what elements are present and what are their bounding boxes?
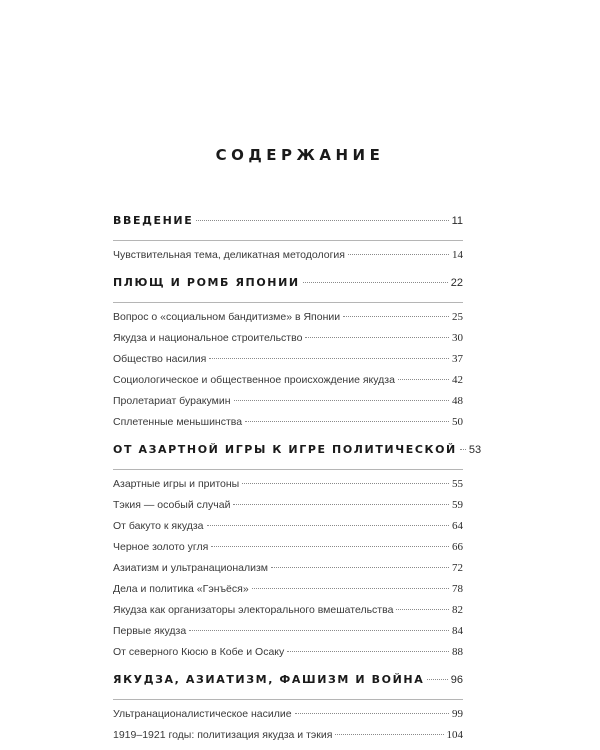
page-number: 84 xyxy=(452,625,463,637)
page-number: 25 xyxy=(452,311,463,323)
chapter-title: ВВЕДЕНИЕ xyxy=(113,214,194,227)
section-title: Якудза как организаторы электорального вмешательства xyxy=(113,604,394,616)
toc-section xyxy=(113,625,463,646)
toc-section xyxy=(113,520,463,541)
page-number: 50 xyxy=(452,416,463,428)
toc-section xyxy=(113,583,463,604)
page-number: 22 xyxy=(450,277,463,289)
section-title: Дела и политика «Гэнъёся» xyxy=(113,583,249,595)
toc-section xyxy=(113,478,463,499)
toc-section xyxy=(113,646,463,667)
toc-section xyxy=(113,374,463,395)
chapter-title: ЯКУДЗА, АЗИАТИЗМ, ФАШИЗМ И ВОЙНА xyxy=(113,673,425,686)
toc-section xyxy=(113,395,463,416)
toc-chapter xyxy=(113,214,463,237)
page-number: 82 xyxy=(452,604,463,616)
toc-section xyxy=(113,311,463,332)
dot-leader xyxy=(398,379,449,380)
dot-leader xyxy=(427,679,447,680)
toc-chapter xyxy=(113,276,463,299)
section-title: От северного Кюсю в Кобе и Осаку xyxy=(113,646,285,658)
toc-chapter xyxy=(113,443,482,466)
toc-section xyxy=(113,499,463,520)
page-number: 88 xyxy=(452,646,463,658)
dot-leader xyxy=(348,254,449,255)
toc-section xyxy=(113,562,463,583)
page-number: 96 xyxy=(450,674,463,686)
toc-section xyxy=(113,416,463,437)
section-title: Пролетариат буракумин xyxy=(113,395,231,407)
toc-section xyxy=(113,604,463,625)
dot-leader xyxy=(234,400,449,401)
toc-chapter xyxy=(113,673,463,696)
toc-section xyxy=(113,249,463,270)
section-title: Азартные игры и притоны xyxy=(113,478,240,490)
page-number: 66 xyxy=(452,541,463,553)
dot-leader xyxy=(196,220,448,221)
page-number: 53 xyxy=(468,444,482,456)
page-number: 78 xyxy=(452,583,463,595)
page-title: СОДЕРЖАНИЕ xyxy=(215,146,385,164)
page-number: 30 xyxy=(452,332,463,344)
chapter-rule xyxy=(113,302,463,303)
toc-section xyxy=(113,332,463,353)
section-title: Черное золото угля xyxy=(113,541,209,553)
section-title: Социологическое и общественное происхождение якудза xyxy=(113,374,395,386)
dot-leader xyxy=(303,282,448,283)
toc-section xyxy=(113,729,463,750)
section-title: Тэкия — особый случай xyxy=(113,499,231,511)
chapter-rule xyxy=(113,699,463,700)
section-title: Вопрос о «социальном бандитизме» в Японии xyxy=(113,311,341,323)
dot-leader xyxy=(271,567,449,568)
dot-leader xyxy=(295,713,449,714)
page-number: 72 xyxy=(452,562,463,574)
section-title: Сплетенные меньшинства xyxy=(113,416,243,428)
dot-leader xyxy=(207,525,449,526)
page-number: 99 xyxy=(452,708,463,720)
chapter-title: ОТ АЗАРТНОЙ ИГРЫ К ИГРЕ ПОЛИТИЧЕСКОЙ xyxy=(113,443,457,456)
dot-leader xyxy=(396,609,449,610)
dot-leader xyxy=(287,651,449,652)
dot-leader xyxy=(242,483,449,484)
dot-leader xyxy=(209,358,449,359)
section-title: Общество насилия xyxy=(113,353,207,365)
page-number: 42 xyxy=(452,374,463,386)
dot-leader xyxy=(335,734,443,735)
section-title: Первые якудза xyxy=(113,625,187,637)
toc-section xyxy=(113,353,463,374)
page-number: 104 xyxy=(446,729,463,741)
dot-leader xyxy=(343,316,449,317)
section-title: Азиатизм и ультранационализм xyxy=(113,562,269,574)
page-number: 11 xyxy=(451,215,463,227)
page-number: 55 xyxy=(452,478,463,490)
dot-leader xyxy=(252,588,449,589)
chapter-rule xyxy=(113,469,463,470)
dot-leader xyxy=(305,337,449,338)
chapter-title: ПЛЮЩ И РОМБ ЯПОНИИ xyxy=(113,276,300,289)
section-title: От бакуто к якудза xyxy=(113,520,204,532)
page-number: 37 xyxy=(452,353,463,365)
page-number: 48 xyxy=(452,395,463,407)
page-number: 64 xyxy=(452,520,463,532)
section-title: Ультранационалистическое насилие xyxy=(113,708,292,720)
dot-leader xyxy=(189,630,449,631)
section-title: 1919–1921 годы: политизация якудза и тэкия xyxy=(113,729,333,741)
section-title: Якудза и национальное строительство xyxy=(113,332,303,344)
dot-leader xyxy=(245,421,449,422)
table-of-contents xyxy=(113,214,482,750)
dot-leader xyxy=(211,546,449,547)
dot-leader xyxy=(460,449,466,450)
dot-leader xyxy=(233,504,449,505)
toc-section xyxy=(113,708,463,729)
page-number: 14 xyxy=(452,249,463,261)
chapter-rule xyxy=(113,240,463,241)
toc-section xyxy=(113,541,463,562)
page-number: 59 xyxy=(452,499,463,511)
section-title: Чувствительная тема, деликатная методология xyxy=(113,249,345,261)
